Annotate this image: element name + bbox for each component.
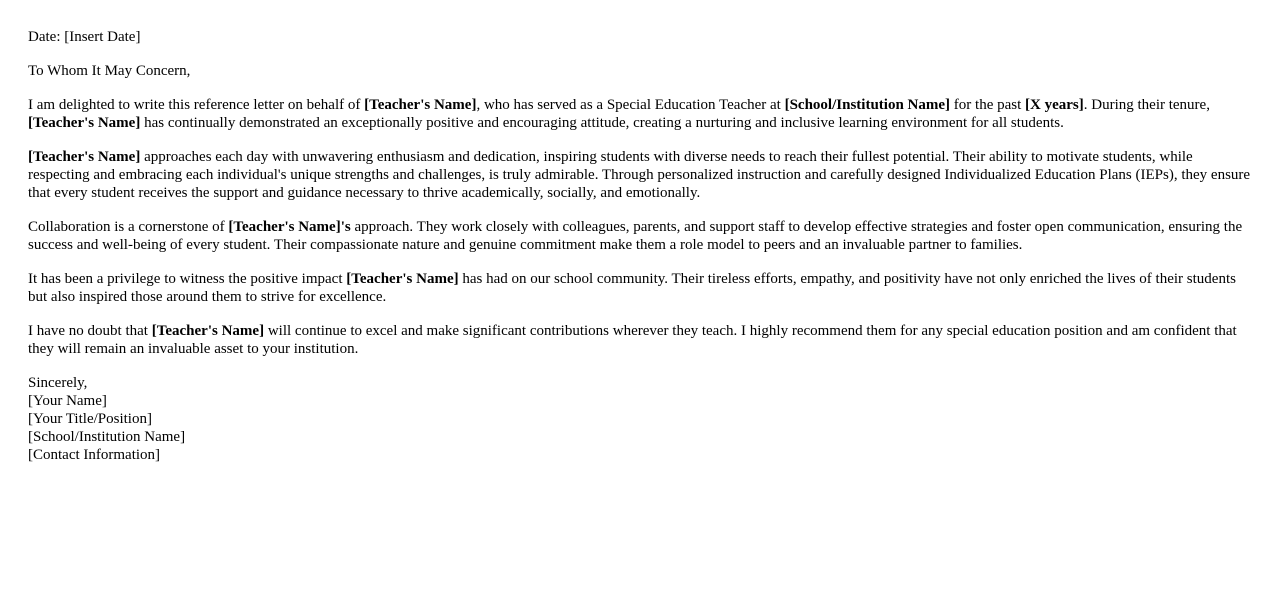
signer-contact: [Contact Information] [28, 447, 161, 463]
salutation: To Whom It May Concern, [28, 63, 191, 79]
text: I have no doubt that [28, 323, 152, 339]
paragraph-enthusiasm [28, 148, 1252, 202]
signer-title: [Your Title/Position] [28, 411, 152, 427]
signature-block [28, 374, 1252, 464]
paragraph-recommendation [28, 322, 1252, 358]
placeholder-teacher-name: [Teacher's Name] [28, 115, 141, 131]
text: approach. They work closely with colleagues, parents, and support staff to develop effective strategies and foster open communication, ensuring the success and well-being of every student. Their compassionate nature and genuine commitment make them a role model to peers and an invaluable partner to families. [28, 219, 1243, 253]
placeholder-teacher-name: [Teacher's Name] [28, 149, 141, 165]
text: . During their tenure, [1083, 97, 1210, 113]
paragraph-intro [28, 96, 1252, 132]
paragraph-collaboration [28, 218, 1252, 254]
text: I am delighted to write this reference letter on behalf of [28, 97, 365, 113]
placeholder-school-name: [School/Institution Name] [784, 97, 951, 113]
text: Collaboration is a cornerstone of [28, 219, 229, 235]
text: has continually demonstrated an exceptionally positive and encouraging attitude, creating a nurturing and inclusive learning environment for all students. [140, 115, 1064, 131]
placeholder-teacher-name: [Teacher's Name] [346, 271, 459, 287]
signer-school: [School/Institution Name] [28, 429, 186, 445]
date-line: Date: [Insert Date] [28, 29, 141, 45]
text: It has been a privilege to witness the positive impact [28, 271, 347, 287]
placeholder-years: [X years] [1025, 97, 1084, 113]
placeholder-teacher-name: [Teacher's Name] [364, 97, 477, 113]
text: has had on our school community. Their tireless efforts, empathy, and positivity have not only enriched the lives of their students but also inspired those around them to strive for excellence. [28, 271, 1236, 305]
text: will continue to excel and make significant contributions wherever they teach. I highly recommend them for any special education position and am confident that they will remain an invaluable asset to your institution. [28, 323, 1237, 357]
closing: Sincerely, [28, 375, 88, 391]
text: , who has served as a Special Education Teacher at [476, 97, 785, 113]
text: approaches each day with unwavering enthusiasm and dedication, inspiring students with diverse needs to reach their fullest potential. Their ability to motivate students, while respecting and embracing each individual's unique strengths and challenges, is truly admirable. Through personalized instruction and carefully designed Individualized Education Plans (IEPs), they ensure that every student receives the support and guidance necessary to thrive academically, socially, and emotionally. [28, 149, 1251, 201]
placeholder-teacher-name: [Teacher's Name] [151, 323, 265, 339]
text: for the past [950, 97, 1026, 113]
reference-letter [28, 28, 1252, 480]
signer-name: [Your Name] [28, 393, 107, 409]
paragraph-impact [28, 270, 1252, 306]
placeholder-teacher-name: [Teacher's Name]'s [228, 219, 351, 235]
